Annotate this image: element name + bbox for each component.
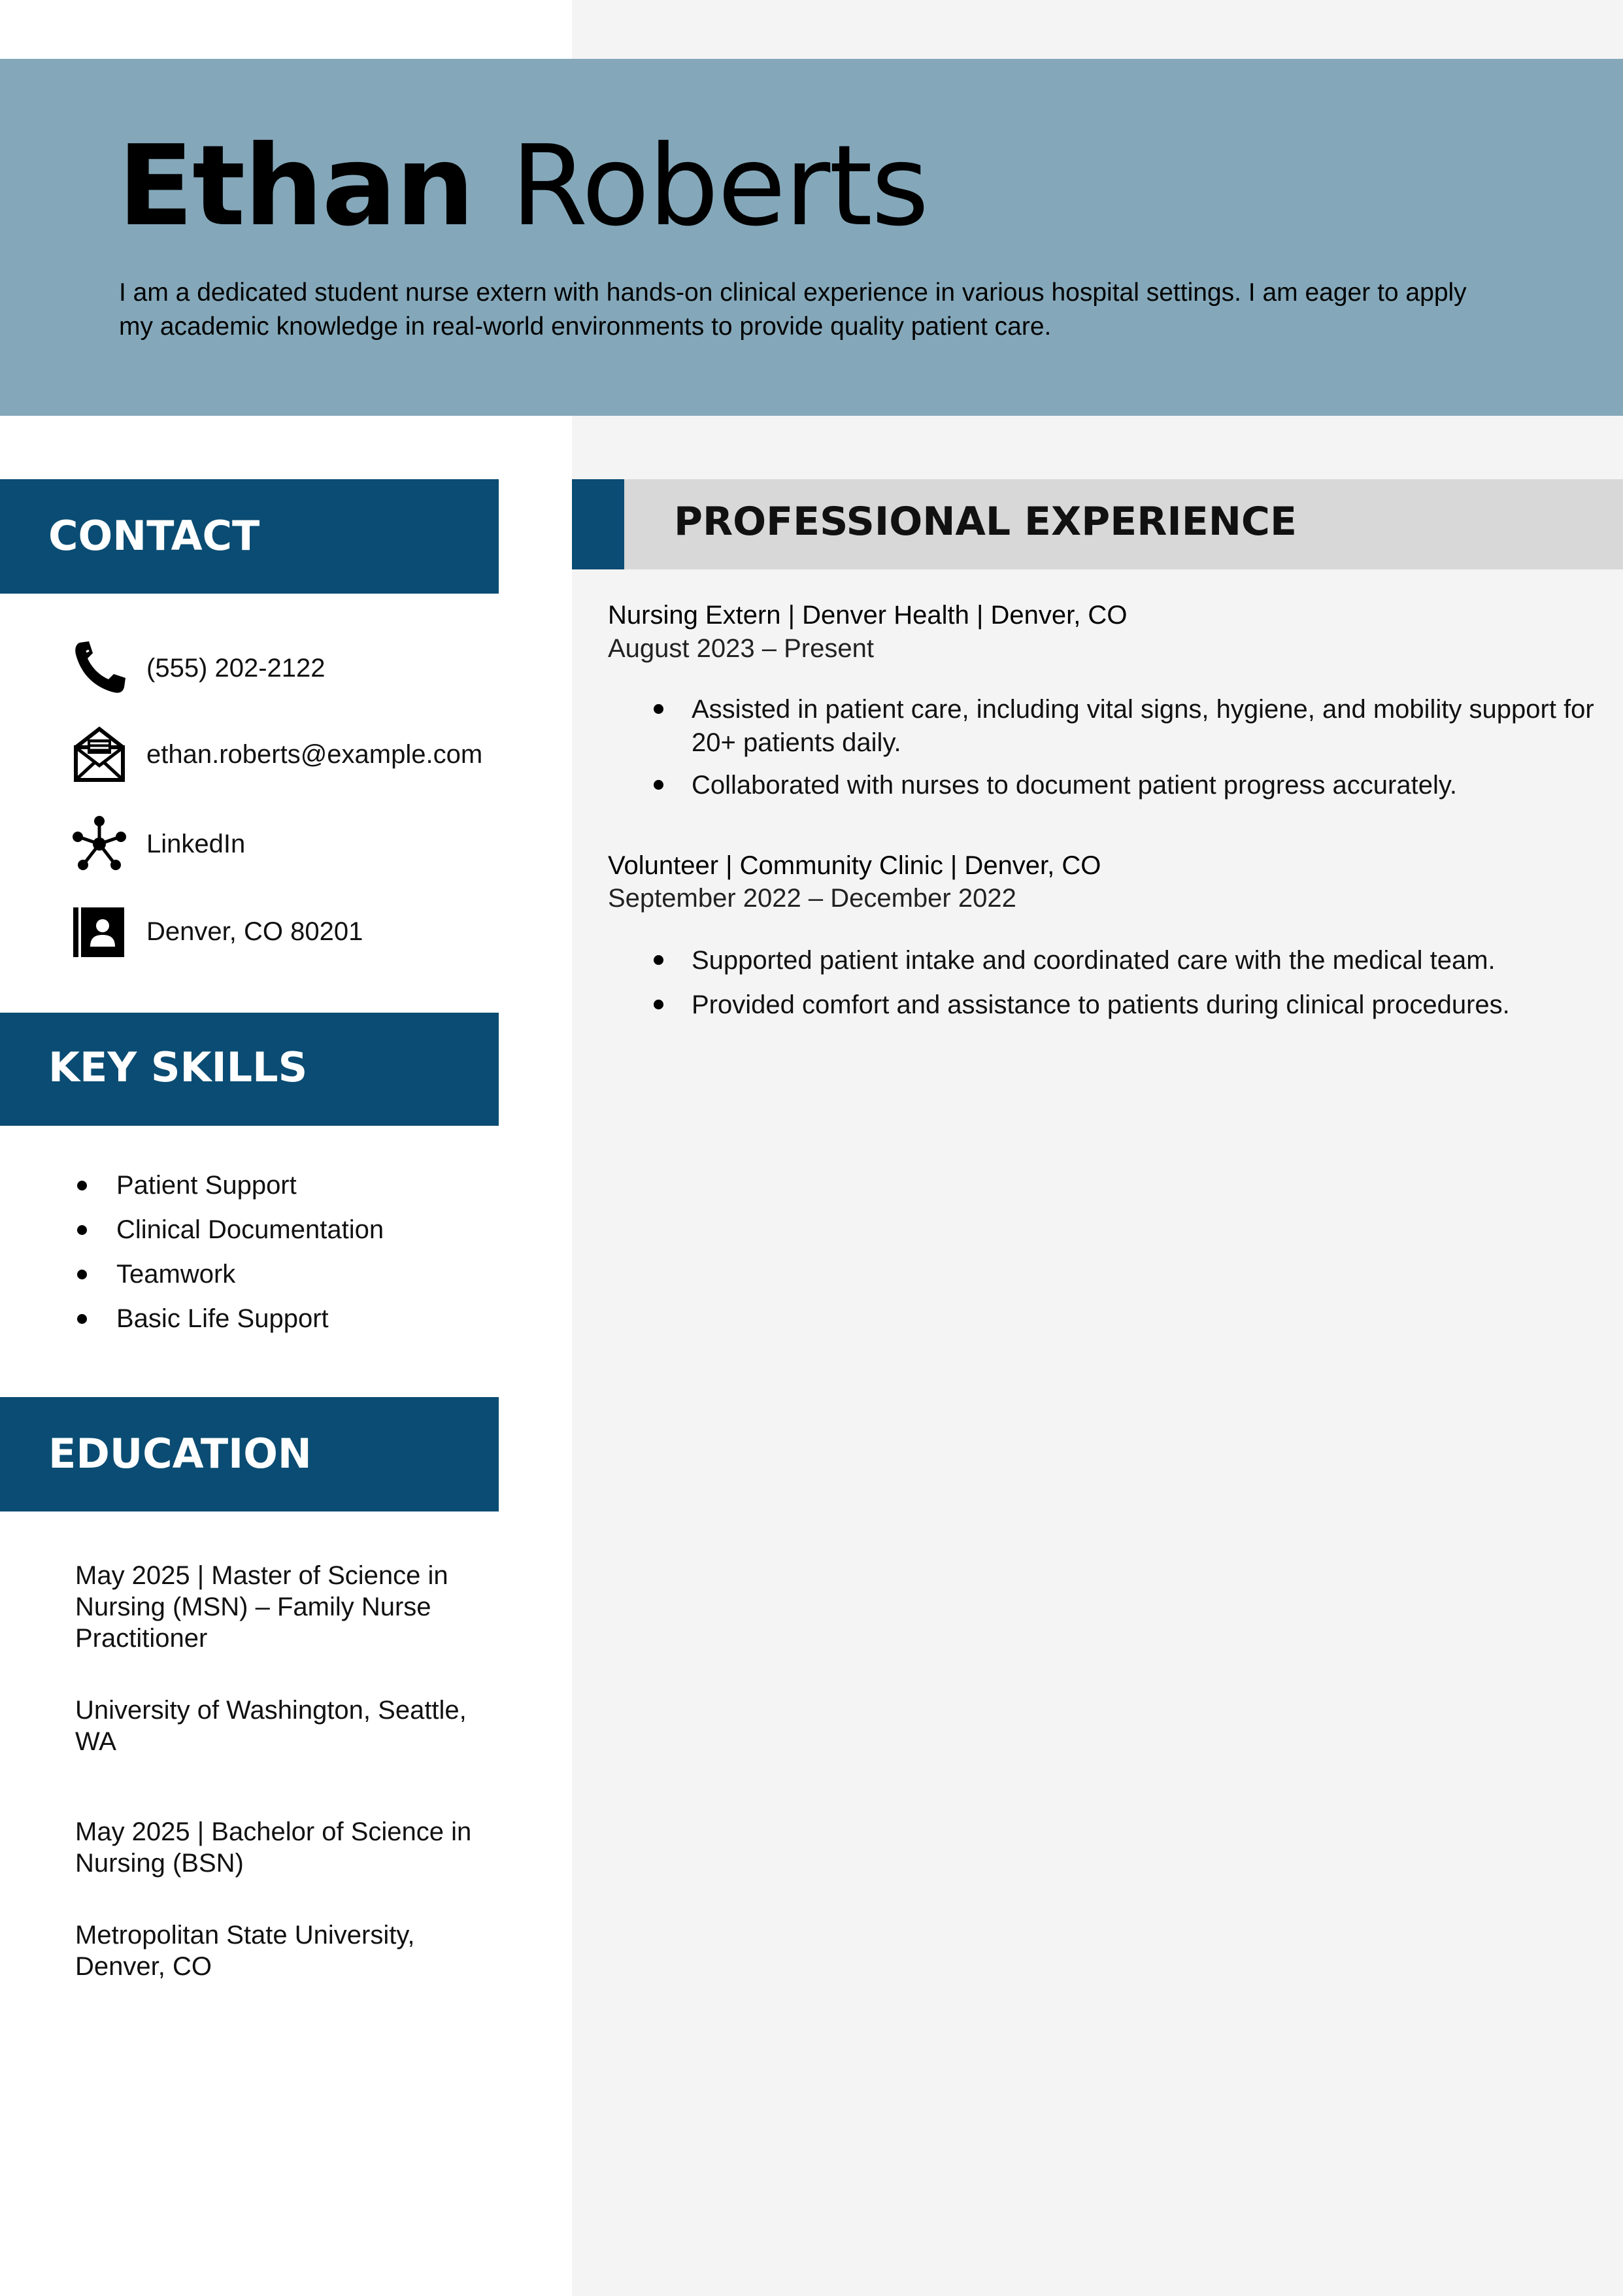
contact-title: CONTACT [48,512,260,560]
phone-icon [72,639,127,698]
list-item: Patient Support [72,1170,384,1215]
list-item: Collaborated with nurses to document patient progress accurately. [654,769,1595,802]
email-address: ethan.roberts@example.com [146,740,483,769]
education-section-header [0,1397,499,1511]
skills-list [72,1170,384,1348]
job-bullets [654,944,1595,1022]
postal-address: Denver, CO 80201 [146,917,363,946]
phone-number: (555) 202-2122 [146,654,326,683]
job-bullets [654,693,1595,802]
education-degree: May 2025 | Master of Science in Nursing (MSN) – Family Nurse Practitioner [75,1561,448,1653]
list-item: Basic Life Support [72,1304,384,1348]
contact-section-header [0,479,499,594]
list-item: Clinical Documentation [72,1215,384,1259]
job-heading: Volunteer | Community Clinic | Denver, CO [608,851,1101,880]
skills-title: KEY SKILLS [48,1043,308,1091]
candidate-name [118,122,928,251]
job-heading: Nursing Extern | Denver Health | Denver, CO [608,601,1128,630]
list-item: Assisted in patient care, including vital signs, hygiene, and mobility support for 20+ patients daily. [654,693,1595,760]
linkedin-link: LinkedIn [146,830,246,858]
address-book-icon [72,902,127,961]
education-title: EDUCATION [48,1430,312,1477]
experience-title: PROFESSIONAL EXPERIENCE [674,499,1297,545]
education-degree: May 2025 | Bachelor of Science in Nursing (BSN) [75,1817,472,1878]
experience-accent-block [572,479,624,569]
list-item: Supported patient intake and coordinated care with the medical team. [654,944,1595,977]
last-name: Roberts [510,122,928,251]
network-icon [72,815,127,873]
skills-section-header [0,1013,499,1126]
education-school: Metropolitan State University, Denver, CO [75,1921,415,1981]
job-dates: September 2022 – December 2022 [608,884,1016,913]
list-item: Teamwork [72,1259,384,1304]
first-name: Ethan [118,122,474,251]
envelope-icon [72,725,127,784]
job-dates: August 2023 – Present [608,634,874,663]
profile-summary: I am a dedicated student nurse extern with hands-on clinical experience in various hospital settings. I am eager to apply my academic knowledge in real-world environments to provide quality patient care. [119,279,1467,341]
list-item: Provided comfort and assistance to patients during clinical procedures. [654,988,1595,1022]
education-school: University of Washington, Seattle, WA [75,1696,467,1756]
